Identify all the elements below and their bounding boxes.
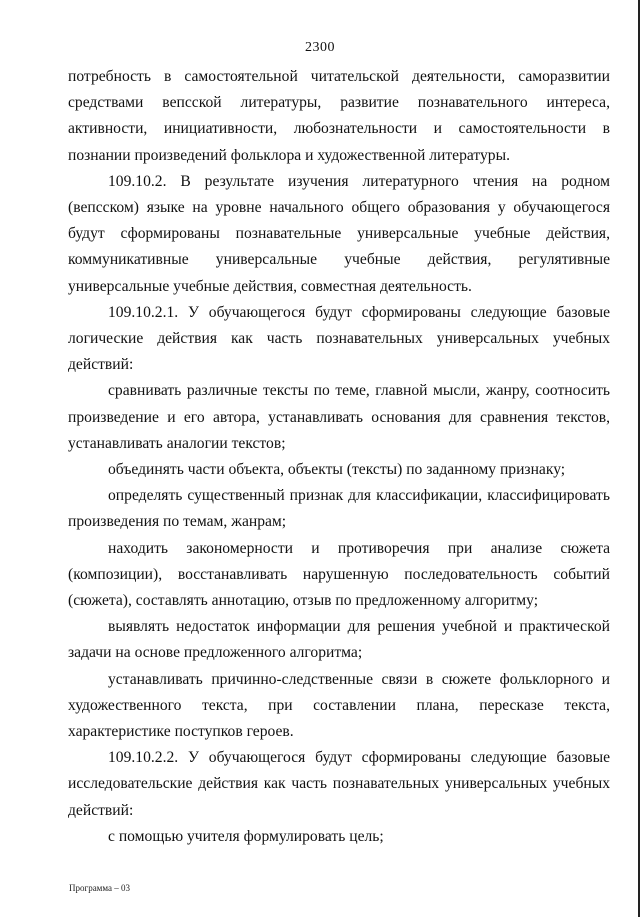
paragraph-1: потребность в самостоятельной читательской деятельности, саморазвитии средствами вепсской литературы, развитие познавательного интереса, активности, инициативности, любознательности и самостоятельности в познании произведений фольклора и художественной литературы. xyxy=(68,68,610,164)
page-number: 2300 xyxy=(305,40,335,55)
paragraph-4: сравнивать различные тексты по теме, главной мысли, жанру, соотносить произведение и его автора, устанавливать основания для сравнения текстов, устанавливать аналогии текстов; xyxy=(68,382,610,452)
paragraph-7: находить закономерности и противоречия при анализе сюжета (композиции), восстанавливать нарушенную последовательность событий (сюжета), составлять аннотацию, отзыв по предложенному алгоритму; xyxy=(68,539,610,610)
footer-label: Программа – 03 xyxy=(69,883,131,893)
paragraph-9: устанавливать причинно-следственные связи в сюжете фольклорного и художественного текста, при составлении плана, пересказе текста, характеристике поступков героев. xyxy=(68,670,610,741)
paragraph-6: определять существенный признак для классификации, классифицировать произведения по темам, жанрам; xyxy=(68,487,610,531)
paragraph-2: 109.10.2. В результате изучения литературного чтения на родном (вепсском) языке на уровне начального общего образования у обучающегося будут сформированы познавательные универсальные учебные действия, коммуникативные универсальные учебные действия, регулятивные универсальные учебные действия, совместная деятельность. xyxy=(68,172,610,295)
paragraph-10: 109.10.2.2. У обучающегося будут сформированы следующие базовые исследовательские действия как часть познавательных универсальных учебных действий: xyxy=(68,749,610,819)
paragraph-5: объединять части объекта, объекты (тексты) по заданному признаку; xyxy=(108,461,566,479)
paragraph-3: 109.10.2.1. У обучающегося будут сформированы следующие базовые логические действия как часть познавательных универсальных учебных действий: xyxy=(68,303,610,374)
document-body xyxy=(68,64,610,850)
paragraph-8: выявлять недостаток информации для решения учебной и практической задачи на основе предложенного алгоритма; xyxy=(68,618,610,662)
paragraph-11: с помощью учителя формулировать цель; xyxy=(108,827,384,845)
